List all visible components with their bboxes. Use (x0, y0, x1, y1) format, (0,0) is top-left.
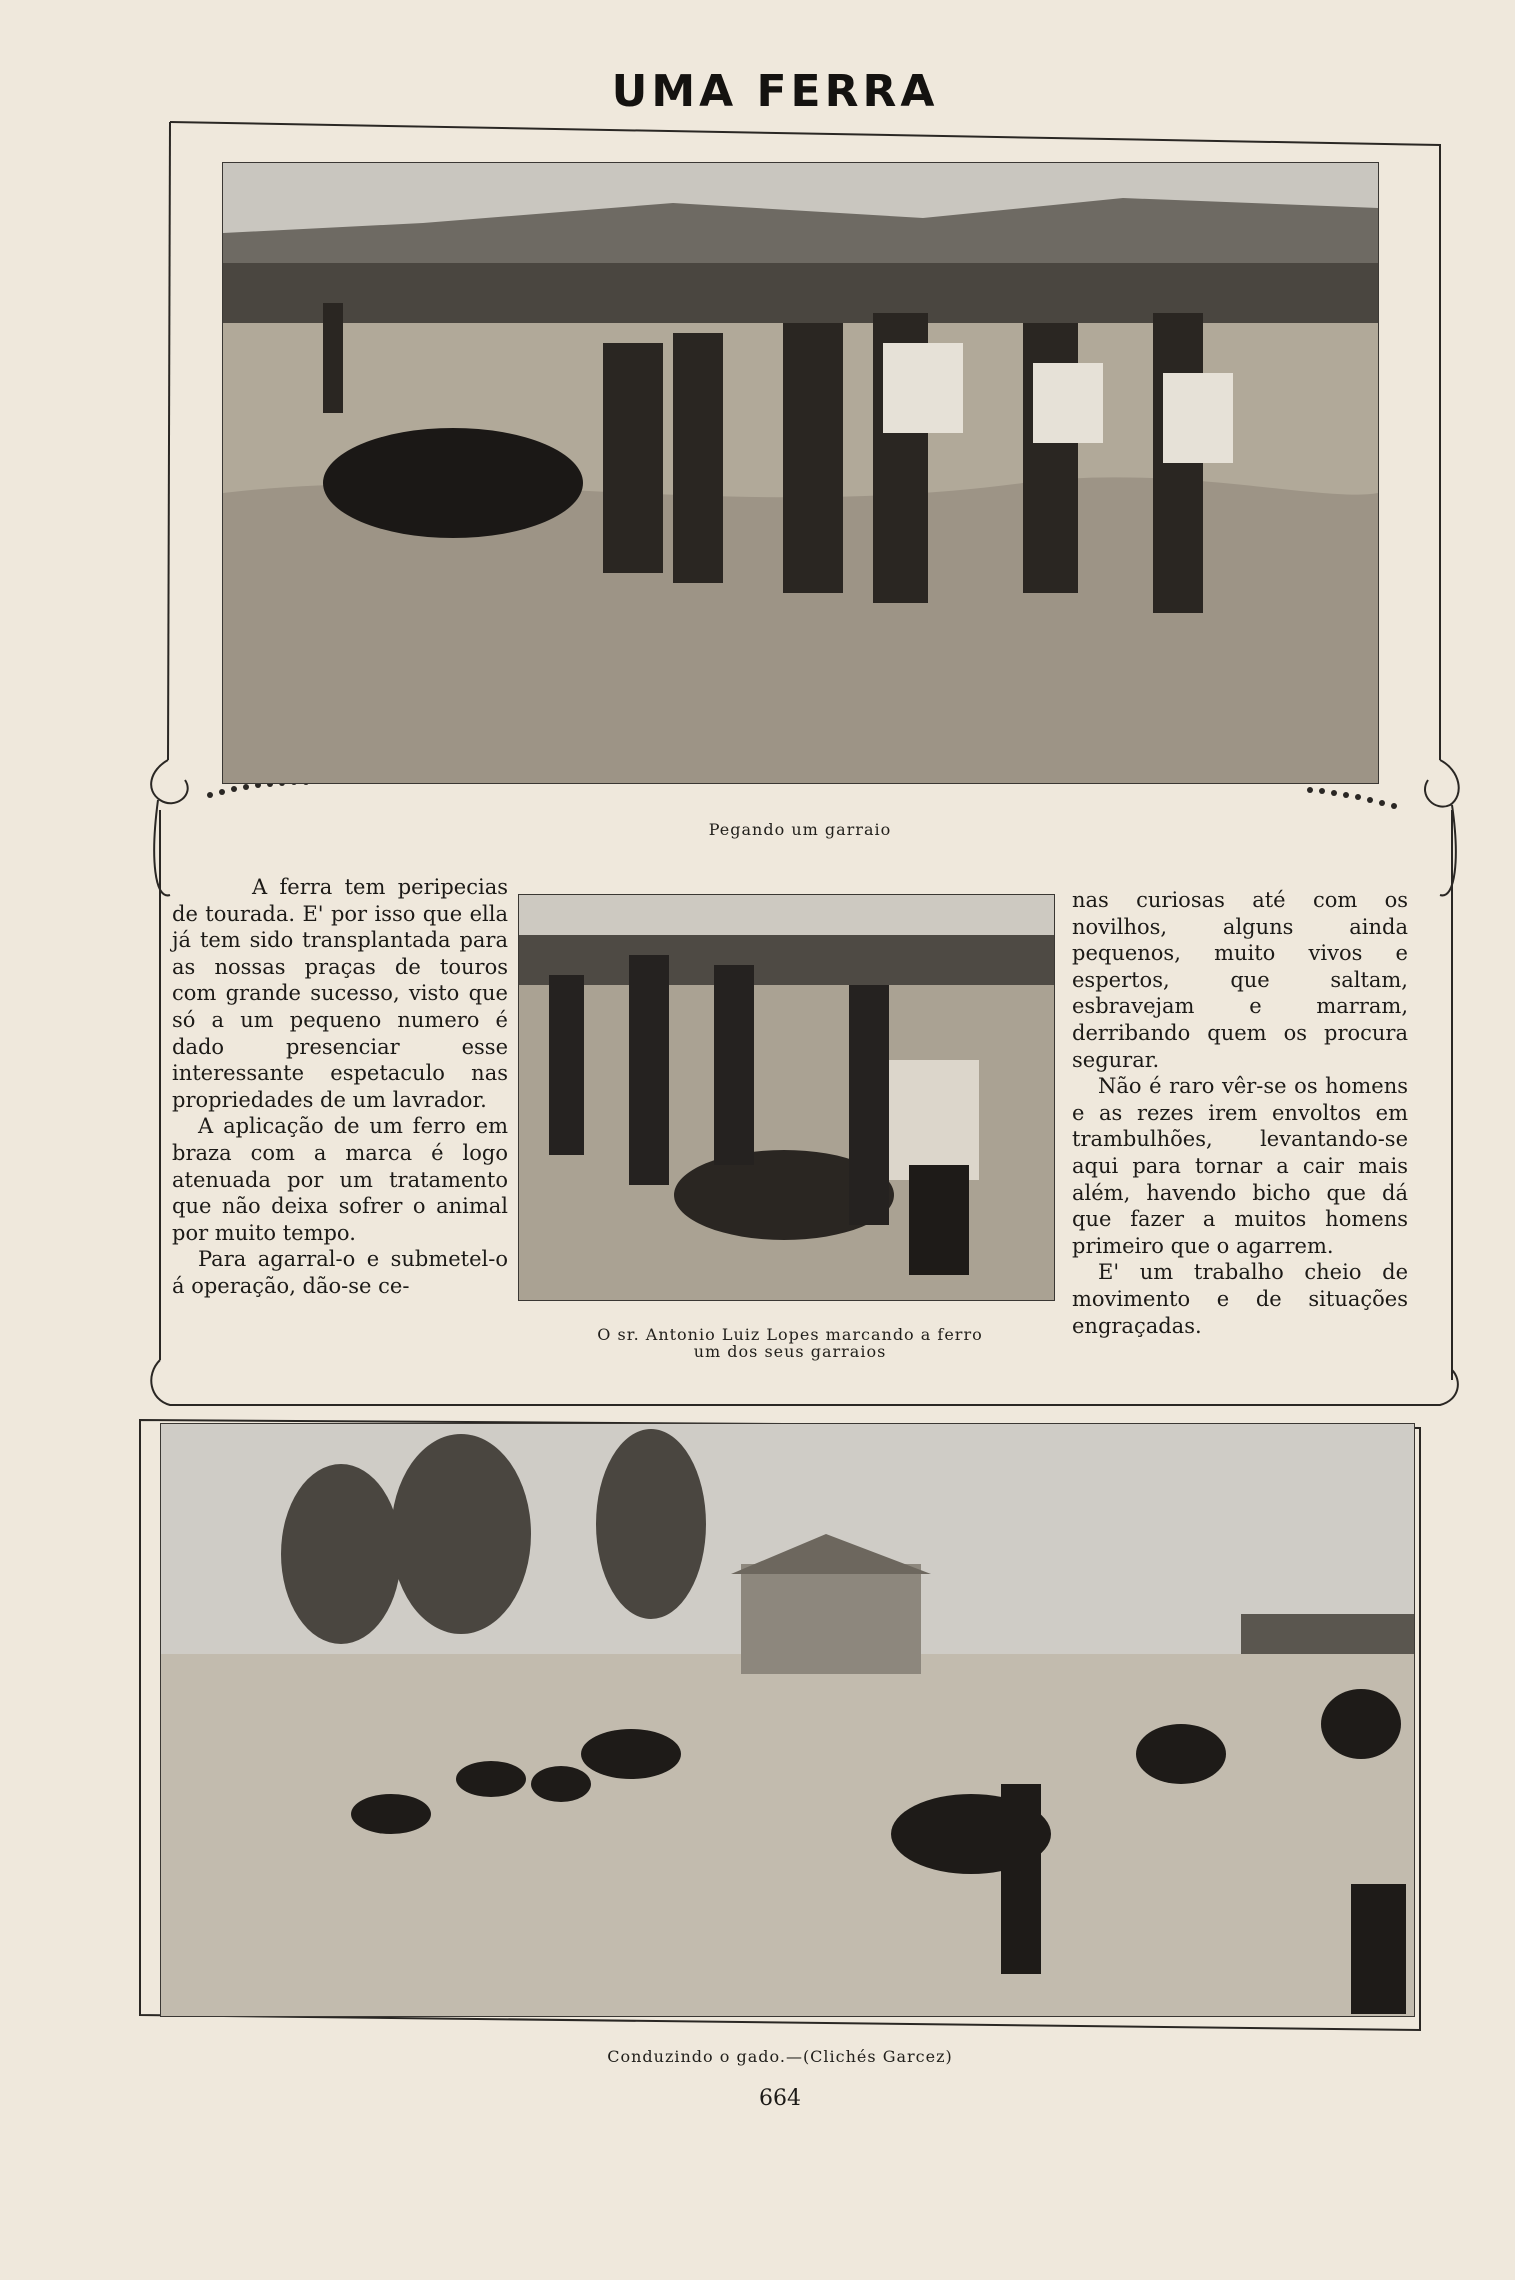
caption-top-photo: Pegando um garraio (708, 820, 892, 839)
photo-pegando-garraio (222, 162, 1379, 784)
photo-marcando-ferro-image (519, 895, 1054, 1300)
photo-conduzindo-gado (160, 1423, 1415, 2017)
left-paragraph-3: Para agarral-o e submetel-o á operação, dão-se ce- (172, 1247, 508, 1298)
right-paragraph-3: E' um trabalho cheio de movimento e de situações engraçadas. (1072, 1260, 1408, 1338)
page-number: 664 (759, 2086, 801, 2111)
article-right-column (1072, 887, 1408, 1339)
right-paragraph-2: Não é raro vêr-se os homens e as rezes irem envoltos em trambulhões, levantando-se aqui para tornar a cair mais além, havendo bicho que dá que fazer a muitos homens primeiro que o agarrem. (1072, 1074, 1408, 1258)
article-left-column (172, 874, 508, 1300)
right-paragraph-1: nas curiosas até com os novilhos, alguns ainda pequenos, muito vivos e espertos, que saltam, esbravejam e marram, derribando quem os procura segurar. (1072, 888, 1408, 1072)
page-title: UMA FERRA (611, 66, 939, 117)
photo-marcando-ferro (518, 894, 1055, 1301)
caption-middle-photo (540, 1326, 1040, 1360)
left-paragraph-2: A aplicação de um ferro em braza com a marca é logo atenuada por um tratamento que não deixa sofrer o animal por muito tempo. (172, 1114, 508, 1245)
left-paragraph-1: A ferra tem peripecias de tourada. E' por isso que ella já tem sido transplantada para as nossas praças de touros com grande sucesso, visto que só a um pequeno numero é dado presenciar esse interessante espetaculo nas propriedades de um lavrador. (172, 875, 508, 1112)
photo-pegando-garraio-image (223, 163, 1378, 783)
caption-bottom-photo: Conduzindo o gado.—(Clichés Garcez) (607, 2047, 953, 2066)
caption-middle-line-1: O sr. Antonio Luiz Lopes marcando a ferro (597, 1325, 983, 1344)
photo-conduzindo-gado-image (161, 1424, 1414, 2016)
caption-middle-line-2: um dos seus garraios (693, 1342, 887, 1361)
